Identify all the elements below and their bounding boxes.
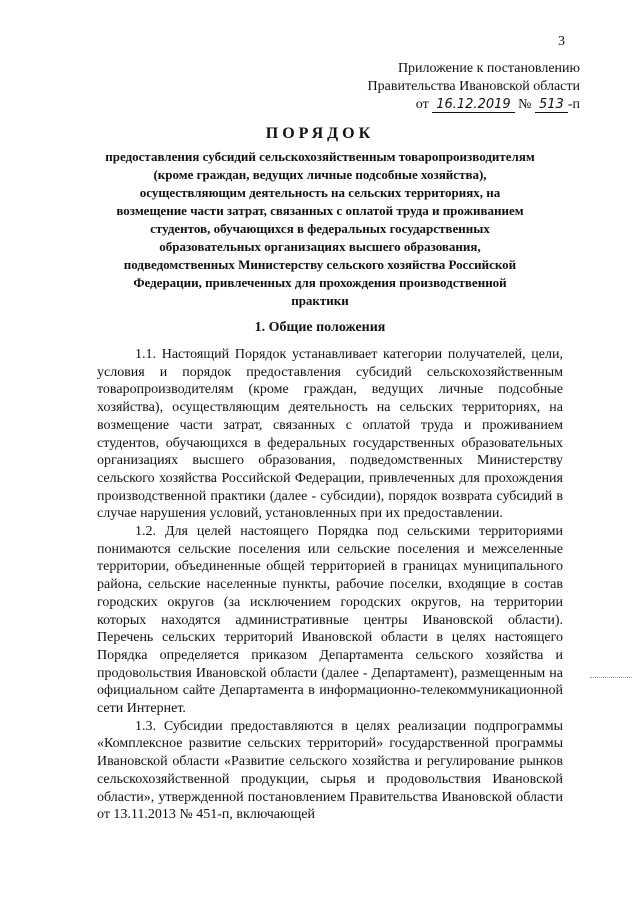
annex-number-suffix: -п (567, 97, 580, 112)
annex-number: 513 (535, 97, 568, 113)
annex-line-2: Правительства Ивановской области (367, 79, 580, 94)
annex-date-line (350, 96, 580, 114)
annex-date: 16.12.2019 (432, 97, 514, 113)
annex-date-prefix: от (415, 97, 429, 112)
annex-line-1: Приложение к постановлению (397, 61, 580, 76)
document-title: ПОРЯДОК (265, 125, 375, 142)
annex-header (350, 60, 580, 114)
paragraph-1-1: 1.1. Настоящий Порядок устанавливает категории получателей, цели, условия и порядок предоставления субсидий сельскохозяйственным товаропроизводителям (кроме граждан, ведущих личные подсобные хозяйства), осуществляющим деятельность на сельских территориях, на возмещение части затрат, связанных с оплатой труда и проживанием студентов, обучающихся в федеральных государственных образовательных организациях высшего образования, подведомственных Министерству сельского хозяйства Российской Федерации, привлеченных для прохождения производственной практики (далее - субсидии), порядок возврата субсидий в случае нарушения условий, установленных при их предоставлении. (97, 347, 563, 522)
paragraph-1-2: 1.2. Для целей настоящего Порядка под сельскими территориями понимаются сельские поселения или сельские поселения и межселенные территории, объединенные общей территорией в границах муниципального района, сельские населенные пункты, рабочие поселки, входящие в состав городских округов (за исключением городских округов, на территории которых находятся административные центры Ивановской области). Перечень сельских территорий Ивановской области в целях настоящего Порядка определяется приказом Департамента сельского хозяйства и продовольствия Ивановской области (далее - Департамент), размещенным на официальном сайте Департамента в информационно-телекоммуникационной сети Интернет. (97, 524, 563, 717)
margin-divider (590, 677, 632, 678)
section-title: 1. Общие положения (254, 320, 386, 335)
page-number: 3 (558, 34, 565, 49)
section-body (97, 346, 563, 824)
annex-number-prefix: № (518, 97, 532, 112)
paragraph-1-3: 1.3. Субсидии предоставляются в целях реализации подпрограммы «Комплексное развитие сельских территорий» государственной программы Ивановской области «Развитие сельского хозяйства и регулирование рынков сельскохозяйственной продукции, сырья и продовольствия Ивановской области», утвержденной постановлением Правительства Ивановской области от 13.11.2013 № 451-п, включающей (97, 718, 563, 823)
document-subtitle: предоставления субсидий сельскохозяйственным товаропроизводителям (кроме граждан, ведущих личные подсобные хозяйства), осуществляющим деятельность на сельских территориях, на возмещение части затрат, связанных с оплатой труда и проживанием студентов, обучающихся в федеральных государственных образовательных организациях высшего образования, подведомственных Министерству сельского хозяйства Российской Федерации, привлеченных для прохождения производственной практики (105, 149, 535, 308)
